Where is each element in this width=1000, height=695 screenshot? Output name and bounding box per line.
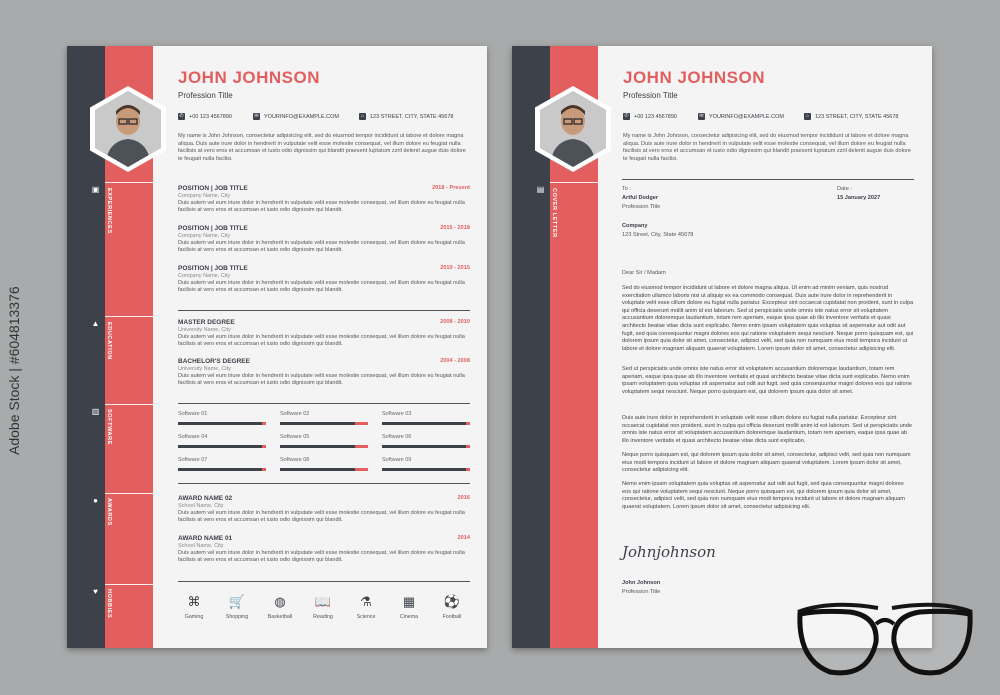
contact-phone	[623, 113, 677, 120]
award-title: AWARD NAME 01	[178, 535, 233, 542]
job-title: POSITION | JOB TITLE	[178, 225, 248, 232]
award-item	[178, 495, 470, 524]
contact-email	[253, 113, 339, 120]
section-divider	[105, 493, 153, 494]
letter-paragraph: Sed ut perspiciatis unde omnis iste natus error sit voluptatem accusantium doloremque laudantium, totam rem aperiam, eaque ipsa quae ab illo inventore veritatis et quasi architecto beatae vitae dicta sunt explicabo. Nemo enim ipsam voluptatem quia voluptas sit aspernatur aut odit aut fugit, sed quia consequuntur magni dolores eos qui ratione voluptatem sequi nesciunt. Neque porro quisquam est, qui dolorem ipsum quia dolor sit amet.	[622, 366, 912, 395]
letter-paragraph: Neque porro quisquam est, qui dolorem ipsum quia dolor sit amet, consectetur, adipisci velit, sed quia non numquam eius modi tempora incidunt ut labore et dolore magnam aliquam quaerat voluptatem. Lorem ipsum dolor sit amet, consectetur adipisicing elit.	[622, 452, 911, 474]
hobby-label: Gaming	[184, 614, 204, 620]
skill-item	[280, 411, 368, 425]
date-label: Date :	[837, 186, 852, 192]
degree-date: 2004 - 2008	[440, 358, 470, 364]
award-year: 2016	[457, 495, 470, 501]
job-date: 2015 - 2018	[440, 225, 470, 231]
award-item	[178, 535, 470, 564]
hobby-label: Reading	[313, 614, 333, 620]
skill-item	[280, 434, 368, 448]
skill-bar-fill	[280, 445, 355, 448]
hobby-shopping	[217, 594, 257, 620]
contact-address	[804, 113, 898, 120]
degree-description: Duis autem vel eum iriure dolor in hendrerit in vulputate velit esse molestie consequat, vel illum dolore eu feugiat nulla facilisis at vero eros et accumsan et iusto odio dignissim qui blandit.	[178, 373, 465, 387]
skill-bar	[178, 422, 266, 425]
location-icon: ⌂	[360, 113, 365, 119]
letter-paragraph: Nemo enim ipsam voluptatem quia voluptas sit aspernatur aut odit aut fugit, sed quia consequuntur magni dolores eos qui ratione voluptatem sequi nesciunt. Neque porro quisquam est, qui dolorem ipsum quia dolor sit amet, consectetur, adipisci velit, sed quia non numquam eius modi tempora incidunt ut labore et dolore magnam aliquam quaerat voluptatem. Lorem ipsum dolor sit amet, consectetur adipisicing elit.	[622, 481, 905, 510]
experience-item	[178, 265, 470, 294]
skill-item	[280, 457, 368, 471]
award-year: 2014	[457, 535, 470, 541]
award-title: AWARD NAME 02	[178, 495, 233, 502]
skill-item	[382, 434, 470, 448]
phone-text: +00 123 4567890	[189, 113, 232, 120]
contact-phone	[178, 113, 232, 120]
hobby-label: Basketball	[267, 614, 293, 620]
stock-watermark: Adobe Stock | #604813376	[6, 286, 22, 455]
recipient-title: Profession Title	[622, 204, 661, 210]
hobby-label: Cinema	[399, 614, 419, 620]
address-text: 123 STREET, CITY, STATE 45678	[370, 113, 454, 120]
job-company: Company Name, City	[178, 273, 231, 279]
skill-name: Software 08	[280, 457, 310, 463]
eyeglasses-prop	[790, 600, 980, 690]
skill-bar-fill	[280, 468, 355, 471]
degree-title: MASTER DEGREE	[178, 319, 235, 326]
skill-bar-fill	[178, 422, 262, 425]
skill-name: Software 06	[382, 434, 412, 440]
job-date: 2018 - Present	[432, 185, 470, 191]
section-label-experiences: EXPERIENCES	[106, 188, 112, 234]
hobby-gaming	[174, 594, 214, 620]
section-divider	[105, 404, 153, 405]
letter-name: JOHN JOHNSON	[623, 68, 766, 87]
skill-bar	[280, 422, 368, 425]
skill-bar	[178, 445, 266, 448]
hobby-label: Science	[356, 614, 376, 620]
location-icon: ⌂	[805, 113, 810, 119]
job-title: POSITION | JOB TITLE	[178, 185, 248, 192]
skill-bar-fill	[382, 445, 466, 448]
resume-page	[67, 46, 487, 648]
letter-date: 15 January 2027	[837, 195, 881, 201]
award-icon: ●	[93, 496, 98, 505]
degree-title: BACHELOR'S DEGREE	[178, 358, 250, 365]
bar-chart-icon: ▥	[91, 407, 100, 416]
hobby-cinema	[389, 594, 429, 620]
hobby-basketball	[260, 594, 300, 620]
section-rule	[178, 310, 470, 311]
letter-paragraph: Sed do eiusmod tempor incididunt ut labore et dolore magna aliqua. Ut enim ad minim veniam, quis nostrud exercitation ullamco laboris nisi ut aliquip ex ea commodo consequat. Duis aute irure dolor in reprehenderit in voluptate velit esse cillum dolore eu fugiat nulla pariatur. Excepteur sint occaecat cupidatat non proident, sunt in culpa qui officia deserunt mollit anim id est laborum. Sed ut perspiciatis unde omnis iste natus error sit voluptatem accusantium doloremque laudantium, totam rem aperiam, eaque ipsa quae ab illo inventore veritatis et quasi architecto beatae vitae dicta sunt explicabo. Nemo enim ipsam voluptatem quia voluptas sit aspernatur aut odit aut fugit, sed quia consequuntur magni dolores eos qui ratione voluptatem sequi nesciunt. Neque porro quisquam est, qui dolorem ipsum quia dolor sit amet, consectetur, adipisci velit, sed quia non numquam eius modi tempora incidunt ut labore et dolore magnam aliquam quaerat voluptatem. Lorem ipsum dolor sit amet, consectetur adipisicing elit.	[622, 285, 914, 352]
skill-bar-fill	[178, 445, 262, 448]
hobby-science	[346, 594, 386, 620]
skill-name: Software 09	[382, 457, 412, 463]
school-name: School Name, City	[178, 543, 224, 549]
phone-text: +00 123 4567890	[634, 113, 677, 120]
education-item	[178, 358, 470, 387]
to-label: To :	[622, 186, 632, 192]
job-date: 2010 - 2015	[440, 265, 470, 271]
skill-item	[382, 411, 470, 425]
section-rule	[178, 403, 470, 404]
profile-photo	[540, 91, 606, 167]
job-title: POSITION | JOB TITLE	[178, 265, 248, 272]
skill-bar-fill	[280, 422, 355, 425]
salutation: Dear Sir / Madam	[622, 270, 666, 276]
basketball-icon: ◍	[274, 594, 286, 609]
job-description: Duis autem vel eum iriure dolor in hendrerit in vulputate velit esse molestie consequat, vel illum dolore eu feugiat nulla facilisis at vero eros et accumsan et iusto odio dignissim qui blandit.	[178, 200, 465, 214]
section-label-awards: AWARDS	[106, 498, 112, 526]
university-name: University Name, City	[178, 327, 231, 333]
skill-name: Software 01	[178, 411, 208, 417]
briefcase-icon: ▣	[91, 185, 100, 194]
skill-item	[382, 457, 470, 471]
signer-title: Profession Title	[622, 589, 661, 595]
skill-item	[178, 457, 266, 471]
email-icon: ✉	[254, 113, 259, 119]
document-icon: ▤	[536, 185, 545, 194]
section-divider	[550, 182, 598, 183]
skill-item	[178, 411, 266, 425]
company-label: Company	[622, 223, 648, 229]
hobby-reading	[303, 594, 343, 620]
cover-letter-page	[512, 46, 932, 648]
skill-bar	[382, 445, 470, 448]
job-company: Company Name, City	[178, 193, 231, 199]
book-icon: 📖	[314, 594, 332, 609]
skill-name: Software 03	[382, 411, 412, 417]
skill-name: Software 02	[280, 411, 310, 417]
email-icon: ✉	[699, 113, 704, 119]
hobby-football	[432, 594, 472, 620]
graduation-cap-icon: ▲	[91, 319, 100, 328]
skill-bar-fill	[382, 422, 466, 425]
signature: Johnjohnson	[622, 543, 716, 561]
job-company: Company Name, City	[178, 233, 231, 239]
football-icon: ⚽	[443, 594, 461, 609]
heart-icon: ♥	[93, 587, 98, 596]
section-label-cover-letter: COVER LETTER	[551, 188, 557, 238]
cart-icon: 🛒	[228, 594, 246, 609]
section-rule	[178, 581, 470, 582]
hobby-label: Shopping	[225, 614, 249, 620]
skill-bar	[382, 468, 470, 471]
degree-description: Duis autem vel eum iriure dolor in hendrerit in vulputate velit esse molestie consequat, vel illum dolore eu feugiat nulla facilisis at vero eros et accumsan et iusto odio dignissim qui blandit.	[178, 334, 465, 348]
section-divider	[105, 316, 153, 317]
section-label-hobbies: HOBBIES	[106, 589, 112, 619]
gamepad-icon: ⌘	[187, 594, 201, 609]
recipient-name: Artful Dodger	[622, 195, 659, 201]
skill-item	[178, 434, 266, 448]
contact-address	[359, 113, 453, 120]
education-item	[178, 319, 470, 348]
signer-name: John Johnson	[622, 580, 661, 586]
letter-intro: My name is John Johnson, consectetur adipisicing elit, sed do eiusmod tempor incididunt ut labore et dolore magna aliqua. Duis aute irure dolor in hendrerit in vulputate velit esse molestie consequat, vel illum dolore eu feugiat nulla facilisis at vero eros et accumsan et iusto odio dignissim qui blandit praesent luptatum zzril delenit augue duis dolore te feugait nulla facilisi.	[623, 133, 911, 162]
skill-bar-fill	[382, 468, 466, 471]
skill-bar	[382, 422, 470, 425]
experience-item	[178, 185, 470, 214]
address-text: 123 STREET, CITY, STATE 45678	[815, 113, 899, 120]
section-label-software: SOFTWARE	[106, 409, 112, 445]
hobby-label: Football	[442, 614, 462, 620]
letter-paragraph: Duis aute irure dolor in reprehenderit in voluptate velit esse cillum dolore eu fugiat nulla pariatur. Excepteur sint occaecat cupidatat non proident, sunt in culpa qui officia deserunt mollit anim id est laborum. Sed ut perspiciatis unde omnis iste natus error sit voluptatem accusantium doloremque laudantium, totam rem aperiam, eaque ipsa quae ab illo inventore veritatis et quasi architecto beatae vitae dicta sunt explicabo.	[622, 415, 913, 444]
flask-icon: ⚗	[360, 594, 372, 609]
skill-bar-fill	[178, 468, 262, 471]
skill-name: Software 07	[178, 457, 208, 463]
company-address: 123 Street, City, State 45678	[622, 232, 694, 238]
section-divider	[105, 182, 153, 183]
profile-photo	[95, 91, 161, 167]
phone-icon: ✆	[624, 113, 629, 119]
email-text: YOURINFO@EXAMPLE.COM	[264, 113, 339, 120]
section-rule	[178, 483, 470, 484]
section-label-education: EDUCATION	[106, 322, 112, 360]
skill-bar	[280, 445, 368, 448]
phone-icon: ✆	[179, 113, 184, 119]
resume-intro: My name is John Johnson, consectetur adipisicing elit, sed do eiusmod tempor incididunt ut labore et dolore magna aliqua. Duis aute irure dolor in hendrerit in vulputate velit esse molestie consequat, vel illum dolore eu feugiat nulla facilisis at vero eros et accumsan et iusto odio dignissim qui blandit praesent luptatum zzril delenit augue duis dolore te feugait nulla facilisi.	[178, 133, 466, 162]
resume-profession-title: Profession Title	[178, 91, 233, 100]
skill-bar	[178, 468, 266, 471]
contact-email	[698, 113, 784, 120]
skill-bar	[280, 468, 368, 471]
skill-name: Software 05	[280, 434, 310, 440]
section-divider	[105, 584, 153, 585]
section-rule	[622, 179, 914, 180]
resume-name: JOHN JOHNSON	[178, 68, 321, 87]
degree-date: 2008 - 2010	[440, 319, 470, 325]
job-description: Duis autem vel eum iriure dolor in hendrerit in vulputate velit esse molestie consequat, vel illum dolore eu feugiat nulla facilisis at vero eros et accumsan et iusto odio dignissim qui blandit.	[178, 280, 465, 294]
film-icon: ▦	[402, 594, 416, 609]
job-description: Duis autem vel eum iriure dolor in hendrerit in vulputate velit esse molestie consequat, vel illum dolore eu feugiat nulla facilisis at vero eros et accumsan et iusto odio dignissim qui blandit.	[178, 240, 465, 254]
email-text: YOURINFO@EXAMPLE.COM	[709, 113, 784, 120]
letter-profession-title: Profession Title	[623, 91, 678, 100]
university-name: University Name, City	[178, 366, 231, 372]
skill-name: Software 04	[178, 434, 208, 440]
award-description: Duis autem vel eum iriure dolor in hendrerit in vulputate velit esse molestie consequat, vel illum dolore eu feugiat nulla facilisis at vero eros et accumsan et iusto odio dignissim qui blandit.	[178, 510, 465, 524]
school-name: School Name, City	[178, 503, 224, 509]
award-description: Duis autem vel eum iriure dolor in hendrerit in vulputate velit esse molestie consequat, vel illum dolore eu feugiat nulla facilisis at vero eros et accumsan et iusto odio dignissim qui blandit.	[178, 550, 465, 564]
experience-item	[178, 225, 470, 254]
